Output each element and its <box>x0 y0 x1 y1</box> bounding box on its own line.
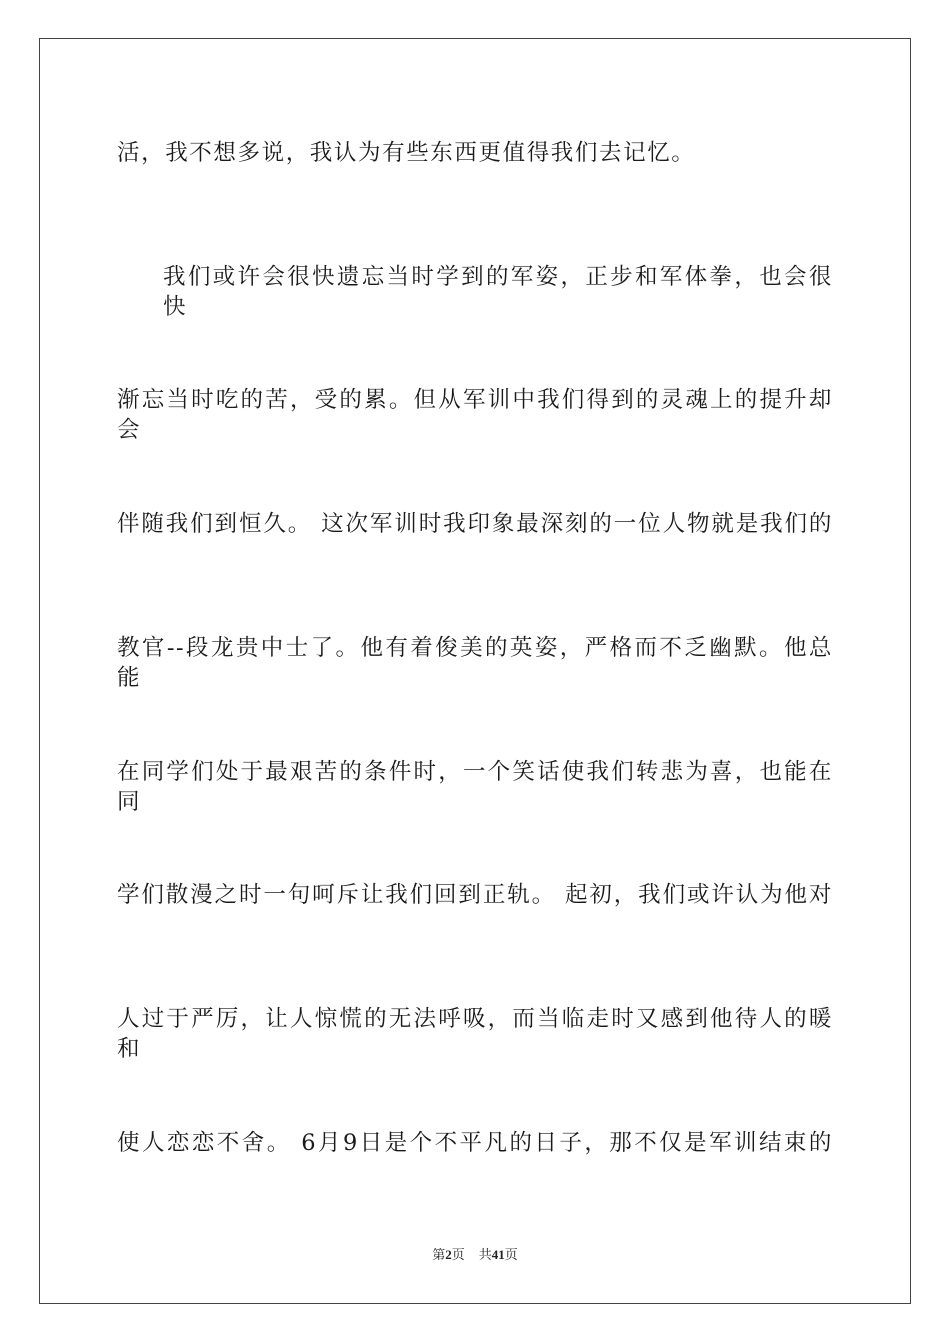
paragraph-line-9: 使人恋恋不舍。 6月9日是个不平凡的日子，那不仅是军训结束的 <box>117 1130 833 1156</box>
paragraph-line-2: 我们或许会很快遗忘当时学到的军姿，正步和军体拳，也会很快 <box>163 264 833 320</box>
page-footer <box>0 1246 950 1265</box>
total-pages-label: 共41页 <box>478 1247 518 1263</box>
paragraph-line-5: 教官--段龙贵中士了。他有着俊美的英姿，严格而不乏幽默。他总能 <box>117 635 833 691</box>
page-border <box>39 38 911 1304</box>
paragraph-line-6: 在同学们处于最艰苦的条件时，一个笑话使我们转悲为喜，也能在同 <box>117 759 833 815</box>
page-label: 第2页 <box>432 1247 465 1263</box>
paragraph-line-8: 人过于严厉，让人惊慌的无法呼吸，而当临走时又感到他待人的暖和 <box>117 1006 833 1062</box>
paragraph-line-3: 渐忘当时吃的苦，受的累。但从军训中我们得到的灵魂上的提升却会 <box>117 387 833 443</box>
paragraph-line-4: 伴随我们到恒久。 这次军训时我印象最深刻的一位人物就是我们的 <box>117 511 833 537</box>
paragraph-line-7: 学们散漫之时一句呵斥让我们回到正轨。 起初，我们或许认为他对 <box>117 882 833 908</box>
paragraph-line-1: 活，我不想多说，我认为有些东西更值得我们去记忆。 <box>117 140 696 166</box>
